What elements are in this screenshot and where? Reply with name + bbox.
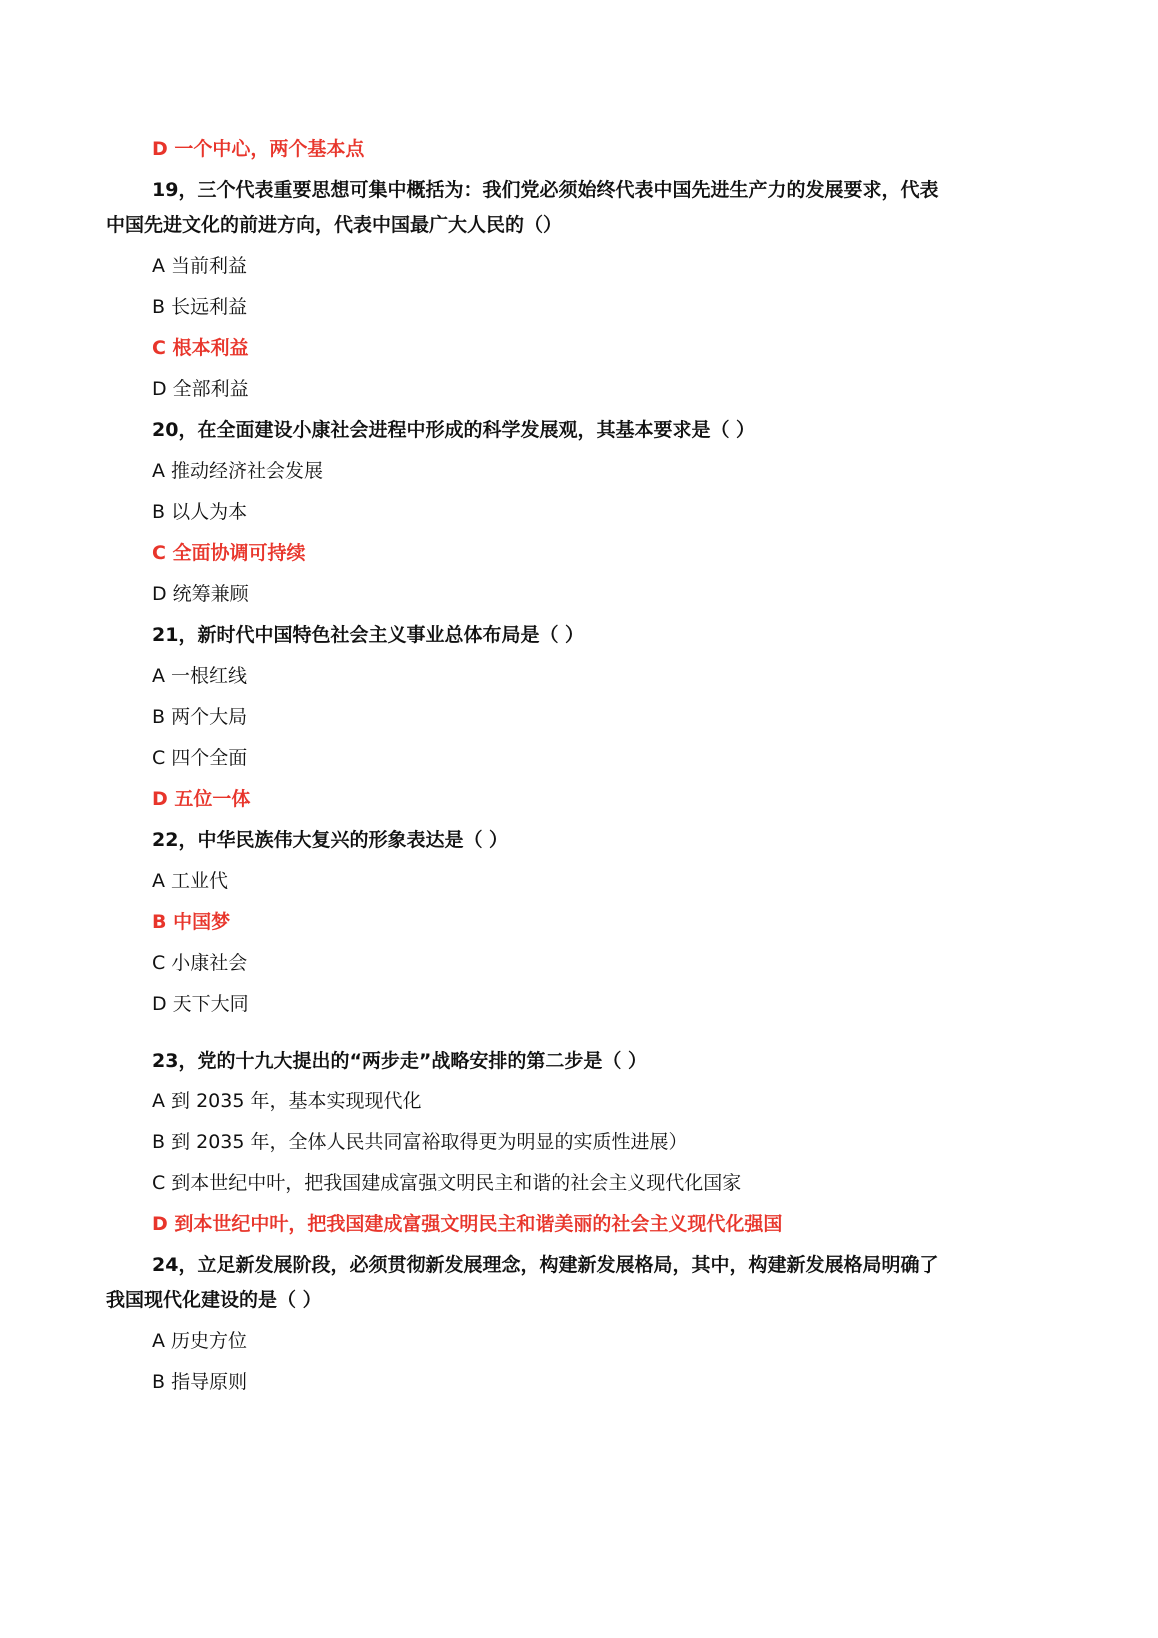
answer-line: D 到本世纪中叶，把我国建成富强文明民主和谐美丽的社会主义现代化强国 bbox=[152, 1213, 783, 1235]
question-21: 21，新时代中国特色社会主义事业总体布局是（ ） bbox=[152, 624, 585, 646]
question-19-continued: 中国先进文化的前进方向，代表中国最广大人民的（） bbox=[106, 214, 563, 236]
option-line: C 四个全面 bbox=[152, 747, 248, 769]
option-line: A 推动经济社会发展 bbox=[152, 460, 324, 482]
option-line: A 工业代 bbox=[152, 870, 229, 892]
question-22: 22，中华民族伟大复兴的形象表达是（ ） bbox=[152, 829, 509, 851]
answer-line: D 一个中心，两个基本点 bbox=[152, 138, 365, 160]
option-line: B 两个大局 bbox=[152, 706, 248, 728]
option-line: A 到 2035 年，基本实现现代化 bbox=[152, 1090, 422, 1112]
option-line: B 到 2035 年，全体人民共同富裕取得更为明显的实质性进展） bbox=[152, 1131, 688, 1153]
answer-line: C 全面协调可持续 bbox=[152, 542, 306, 564]
question-24: 24，立足新发展阶段，必须贯彻新发展理念，构建新发展格局，其中，构建新发展格局明确了 bbox=[152, 1254, 939, 1276]
option-line: D 统筹兼顾 bbox=[152, 583, 249, 605]
option-line: A 历史方位 bbox=[152, 1330, 248, 1352]
option-line: C 到本世纪中叶，把我国建成富强文明民主和谐的社会主义现代化国家 bbox=[152, 1172, 742, 1194]
option-line: B 长远利益 bbox=[152, 296, 248, 318]
answer-line: B 中国梦 bbox=[152, 911, 231, 933]
option-line: B 指导原则 bbox=[152, 1371, 248, 1393]
question-23: 23，党的十九大提出的“两步走”战略安排的第二步是（ ） bbox=[152, 1050, 648, 1072]
option-line: D 全部利益 bbox=[152, 378, 249, 400]
option-line: A 当前利益 bbox=[152, 255, 248, 277]
option-line: B 以人为本 bbox=[152, 501, 248, 523]
option-line: A 一根红线 bbox=[152, 665, 248, 687]
option-line: D 天下大同 bbox=[152, 993, 249, 1015]
answer-line: D 五位一体 bbox=[152, 788, 251, 810]
question-20: 20，在全面建设小康社会进程中形成的科学发展观，其基本要求是（ ） bbox=[152, 419, 756, 441]
question-19: 19，三个代表重要思想可集中概括为：我们党必须始终代表中国先进生产力的发展要求，代表 bbox=[152, 179, 939, 201]
question-24-continued: 我国现代化建设的是（ ） bbox=[106, 1289, 322, 1311]
answer-line: C 根本利益 bbox=[152, 337, 249, 359]
option-line: C 小康社会 bbox=[152, 952, 248, 974]
